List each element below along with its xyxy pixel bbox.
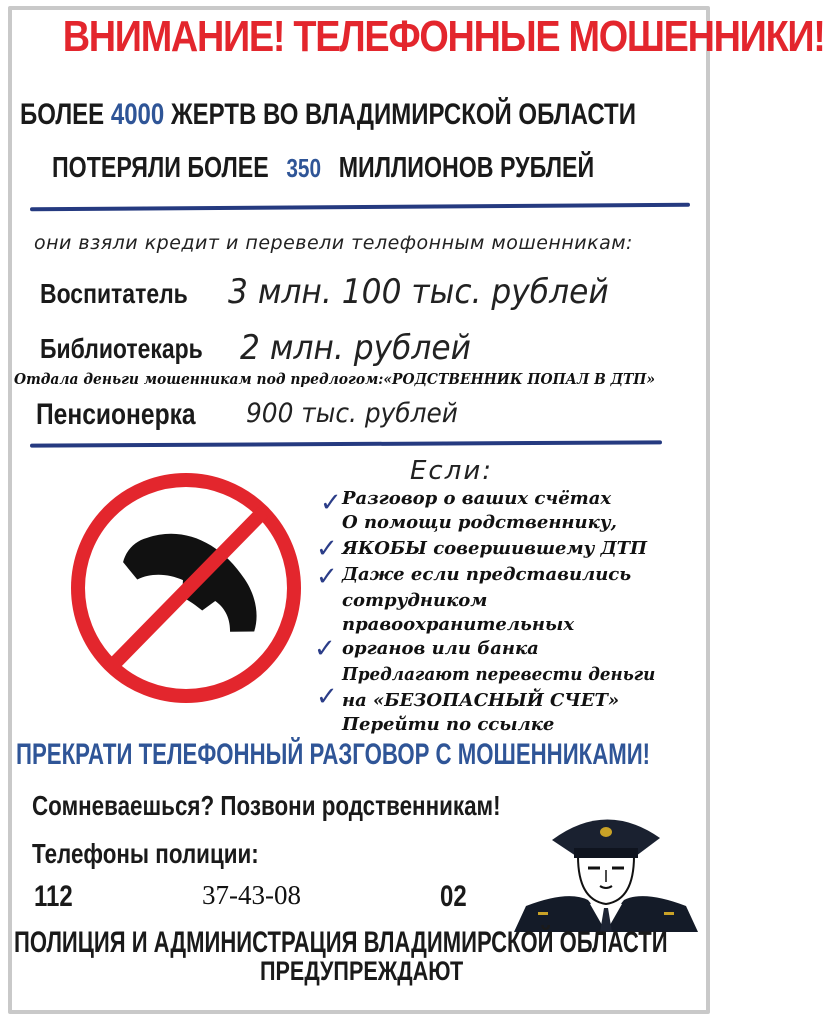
cases-intro: они взяли кредит и перевели телефонным мошенникам: xyxy=(34,232,633,254)
if-line-4: Даже если представились xyxy=(342,564,632,585)
police-number-2: 37-43-08 xyxy=(202,880,301,910)
if-line-8: Предлагают перевести деньги xyxy=(342,664,656,685)
if-line-3: ЯКОБЫ совершившему ДТП xyxy=(342,538,648,559)
losses-line xyxy=(52,152,676,185)
case-amount-3: 900 тыс. рублей xyxy=(246,398,458,429)
if-line-6: правоохранительных xyxy=(342,614,575,635)
check-icon: ✓ xyxy=(314,634,336,664)
case-role-1: Воспитатель xyxy=(40,278,188,309)
if-heading: Если: xyxy=(410,456,493,486)
losses-suffix: МИЛЛИОНОВ РУБЛЕЙ xyxy=(338,152,595,184)
police-officer-icon xyxy=(508,804,704,932)
victims-prefix: БОЛЕЕ xyxy=(20,98,105,131)
footer-line-2: ПРЕДУПРЕЖДАЮТ xyxy=(260,956,464,986)
victims-suffix: ЖЕРТВ ВО ВЛАДИМИРСКОЙ ОБЛАСТИ xyxy=(170,98,636,131)
case-role-3: Пенсионерка xyxy=(36,398,196,431)
if-line-10: Перейти по ссылке xyxy=(342,714,555,735)
warning-line: ПРЕКРАТИ ТЕЛЕФОННЫЙ РАЗГОВОР С МОШЕННИКАМИ! xyxy=(16,738,651,771)
case-note: Отдала деньги мошенникам под предлогом:«РОДСТВЕННИК ПОПАЛ В ДТП» xyxy=(14,370,656,388)
losses-prefix: ПОТЕРЯЛИ БОЛЕЕ xyxy=(52,152,269,184)
losses-number: 350 xyxy=(286,153,322,183)
check-icon: ✓ xyxy=(316,682,338,712)
if-line-9: на «БЕЗОПАСНЫЙ СЧЕТ» xyxy=(342,690,620,711)
case-amount-1: 3 млн. 100 тыс. рублей xyxy=(228,272,609,312)
check-icon: ✓ xyxy=(316,534,338,564)
if-line-1: Разговор о ваших счётах xyxy=(342,488,612,509)
poster-title: ВНИМАНИЕ! ТЕЛЕФОННЫЕ МОШЕННИКИ! xyxy=(62,12,825,61)
if-line-5: сотрудником xyxy=(342,590,488,611)
victims-line xyxy=(20,98,700,132)
footer-line-1: ПОЛИЦИЯ И АДМИНИСТРАЦИЯ ВЛАДИМИРСКОЙ ОБЛАСТИ xyxy=(14,926,668,959)
doubt-line: Сомневаешься? Позвони родственникам! xyxy=(32,790,501,821)
police-label: Телефоны полиции: xyxy=(32,838,259,869)
case-role-2: Библиотекарь xyxy=(40,333,203,364)
no-phone-sign-icon xyxy=(68,470,304,706)
case-amount-2: 2 млн. рублей xyxy=(240,328,472,368)
victims-number: 4000 xyxy=(110,98,165,131)
police-number-3: 02 xyxy=(440,880,467,913)
check-icon: ✓ xyxy=(320,488,342,518)
if-line-2: О помощи родственнику, xyxy=(342,512,617,533)
check-icon: ✓ xyxy=(316,562,338,592)
police-number-1: 112 xyxy=(34,880,73,913)
if-line-7: органов или банка xyxy=(342,638,539,659)
